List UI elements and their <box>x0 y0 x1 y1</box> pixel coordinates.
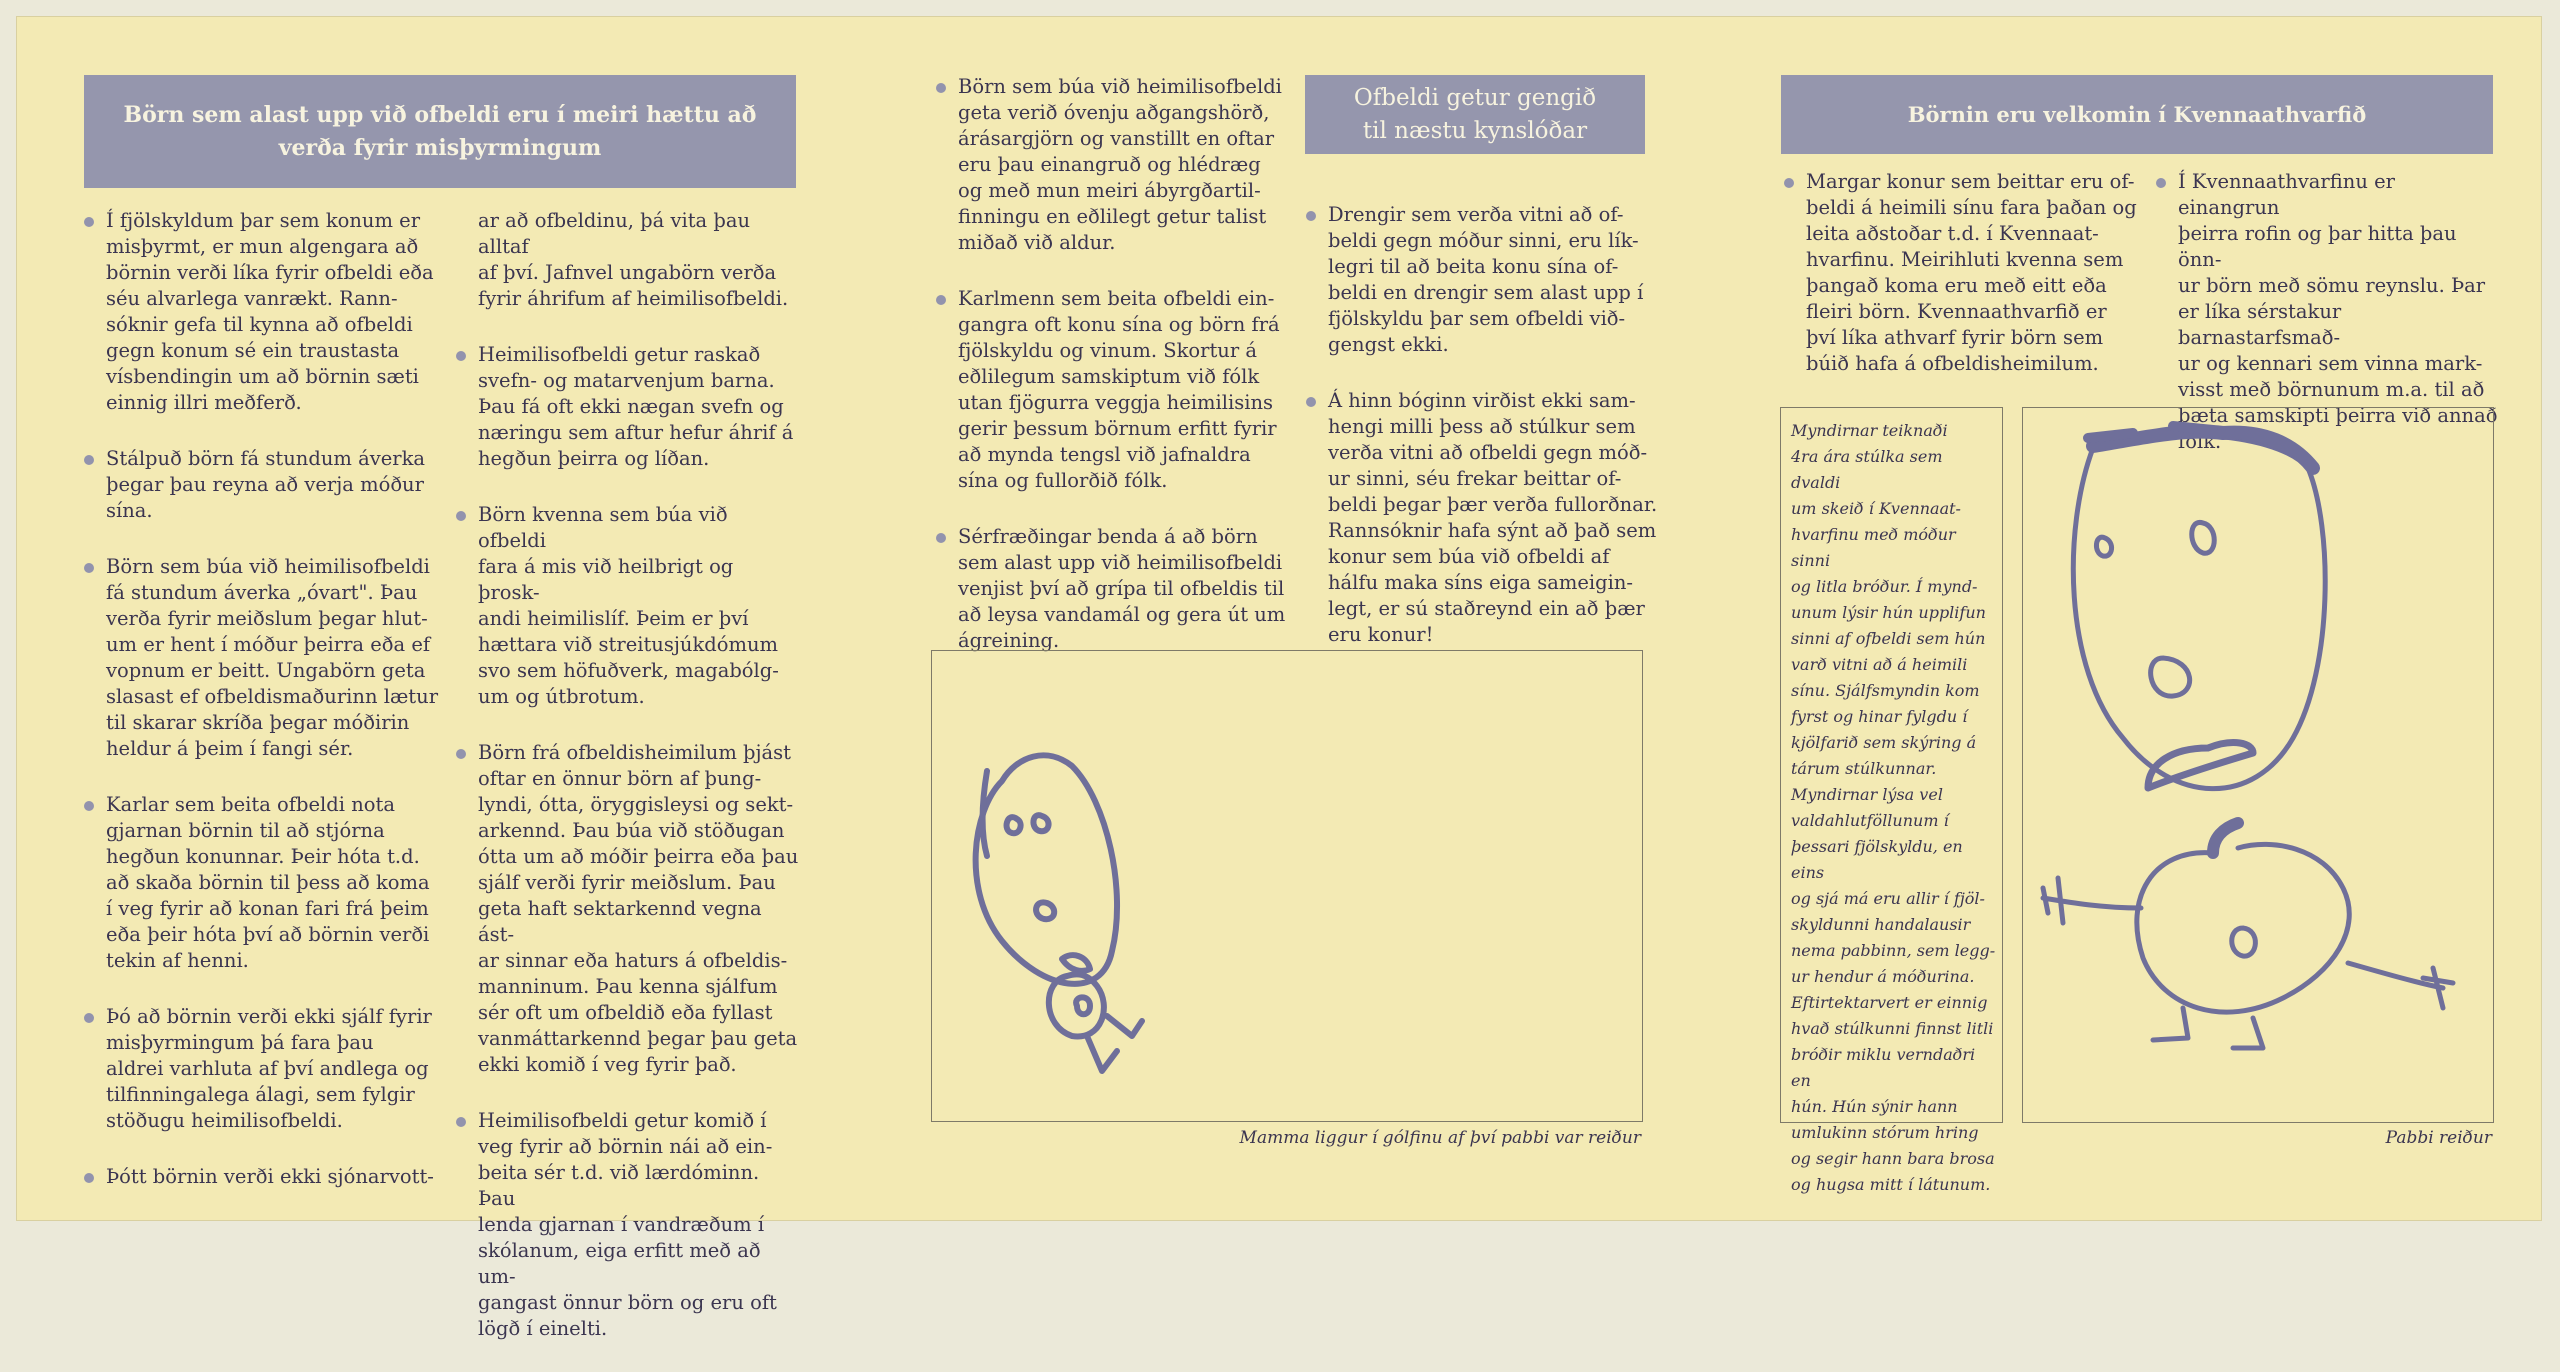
brochure-paper <box>16 16 2542 1340</box>
drawing-mother-frame <box>931 650 1643 1122</box>
panel3-column1 <box>1784 169 2144 407</box>
list-item: Karlmenn sem beita ofbeldi ein- gangra oft konu sína og börn frá fjölskyldu og vinum. Skortur á eðlilegum samskiptum við fólk utan fjögurra veggja heimilisins gerir þessum börnum erfitt fyrir að mynda tengsl við jafnaldra sína og fullorðið fólk. <box>936 286 1296 494</box>
panel2-column2 <box>1306 202 1676 678</box>
panel1-header: Börn sem alast upp við ofbeldi eru í meiri hættu að verða fyrir misþyrmingum <box>84 75 796 188</box>
list-item: Drengir sem verða vitni að of- beldi gegn móður sinni, eru lík- legri til að beita konu sína of- beldi en drengir sem alast upp í fjölskyldu þar sem ofbeldi við- gengst ekki. <box>1306 202 1676 358</box>
list-item: Í fjölskyldum þar sem konum er misþyrmt, er mun algengara að börnin verði líka fyrir ofbeldi eða séu alvarlega vanrækt. Rann- sóknir gefa til kynna að ofbeldi gegn konum sé ein traustasta vísbendingin um að börnin sæti einnig illri meðferð. <box>84 208 454 416</box>
panel1-column2 <box>456 208 801 1372</box>
list-item: Þó að börnin verði ekki sjálf fyrir misþyrmingum þá fara þau aldrei varhluta af því andlega og tilfinningalega álagi, sem fylgir stöðugu heimilisofbeldi. <box>84 1004 454 1134</box>
child-drawing-mother <box>932 651 1642 1121</box>
list-item: Heimilisofbeldi getur komið í veg fyrir að börnin nái að ein- beita sér t.d. við lærdóminn. Þau lenda gjarnan í vandræðum í skólanum, eiga erfitt með að um- gangast önnur börn og eru oft lögð í einelti. <box>456 1108 801 1342</box>
panel2-column1 <box>936 74 1296 684</box>
list-item: Þótt börnin verði ekki sjónarvott- <box>84 1164 454 1190</box>
drawing-sidenote: Myndirnar teiknaði 4ra ára stúlka sem dvaldi um skeið í Kvennaat- hvarfinu með móður sinni og litla bróður. Í mynd- unum lýsir hún upplifun sinni af ofbeldi sem hún varð vitni að á heimili sínu. Sjálfsmyndin kom fyrst og hinar fylgdu í kjölfarið sem skýring á tárum stúlkunnar. Myndirnar lýsa vel valdahlutföllunum í þessari fjölskyldu, en eins og sjá má eru allir í fjöl- skyldunni handalausir nema pabbinn, sem legg- ur hendur á móðurina. Eftirtektarvert er einnig hvað stúlkunni finnst litli bróðir miklu verndaðri en hún. Hún sýnir hann umlukinn stórum hring og segir hann bara brosa og hugsa mitt í látunum. <box>1791 421 1996 1194</box>
list-item: Karlar sem beita ofbeldi nota gjarnan börnin til að stjórna hegðun konunnar. Þeir hóta t.d. að skaða börnin til þess að koma í veg fyrir að konan fari frá þeim eða þeir hóta því að börnin verði tekin af henni. <box>84 792 454 974</box>
list-item: Á hinn bóginn virðist ekki sam- hengi milli þess að stúlkur sem verða vitni að ofbeldi gegn móð- ur sinni, séu frekar beittar of- beldi þegar þær verða fullorðnar. Rannsóknir hafa sýnt að það sem konur sem búa við ofbeldi af hálfu maka síns eiga sameigin- legt, er sú staðreynd ein að þær eru konur! <box>1306 388 1676 648</box>
list-item: Sérfræðingar benda á að börn sem alast upp við heimilisofbeldi venjist því að grípa til ofbeldis til að leysa vandamál og gera út um ágreining. <box>936 524 1296 654</box>
list-item: Börn frá ofbeldisheimilum þjást oftar en önnur börn af þung- lyndi, ótta, öryggisleysi og sekt- arkennd. Þau búa við stöðugan ótta um að móðir þeirra eða þau sjálf verði fyrir meiðslum. Þau geta haft sektarkennd vegna ást- ar sinnar eða haturs á ofbeldis- manninum. Þau kenna sjálfum sér oft um ofbeldið eða fyllast vanmáttarkennd þegar þau geta ekki komið í veg fyrir það. <box>456 740 801 1078</box>
list-item: Heimilisofbeldi getur raskað svefn- og matarvenjum barna. Þau fá oft ekki nægan svefn og næringu sem aftur hefur áhrif á hegðun þeirra og líðan. <box>456 342 801 472</box>
panel2-header: Ofbeldi getur gengið til næstu kynslóðar <box>1305 75 1645 154</box>
list-item: Stálpuð börn fá stundum áverka þegar þau reyna að verja móður sína. <box>84 446 454 524</box>
continued-text: ar að ofbeldinu, þá vita þau alltaf af því. Jafnvel ungabörn verða fyrir áhrifum af heimilisofbeldi. <box>478 209 789 310</box>
list-item: Börn sem búa við heimilisofbeldi geta verið óvenju aðgangshörð, árásargjörn og vanstillt en oftar eru þau einangruð og hlédræg og með mun meiri ábyrgðartil- finningu en eðlilegt getur talist miðað við aldur. <box>936 74 1296 256</box>
child-drawing-father <box>2023 408 2493 1122</box>
list-item: Börn kvenna sem búa við ofbeldi fara á mis við heilbrigt og þrosk- andi heimilislíf. Þeim er því hættara við streitusjúkdómum svo sem höfuðverk, magabólg- um og útbrotum. <box>456 502 801 710</box>
list-item: Margar konur sem beittar eru of- beldi á heimili sínu fara þaðan og leita aðstoðar t.d. í Kvennaat- hvarfinu. Meirihluti kvenna sem þangað koma eru með eitt eða fleiri börn. Kvennaathvarfið er því líka athvarf fyrir börn sem búið hafa á ofbeldisheimilum. <box>1784 169 2144 377</box>
panel3-header: Börnin eru velkomin í Kvennaathvarfið <box>1781 75 2493 154</box>
drawing-father-frame <box>2022 407 2494 1123</box>
list-item: Í Kvennaathvarfinu er einangrun þeirra rofin og þar hitta þau önn- ur börn með sömu reynslu. Þar er líka sérstakur barnastarfsmað- ur og kennari sem vinna mark- visst með börnunum m.a. til að bæta samskipti þeirra við annað fólk. <box>2156 169 2501 455</box>
drawing-father-caption: Pabbi reiður <box>2385 1128 2492 1148</box>
list-item: Börn sem búa við heimilisofbeldi fá stundum áverka „óvart". Þau verða fyrir meiðslum þegar hlut- um er hent í móður þeirra eða ef vopnum er beitt. Ungabörn geta slasast ef ofbeldismaðurinn lætur til skarar skríða þegar móðirin heldur á þeim í fangi sér. <box>84 554 454 762</box>
drawing-mother-caption: Mamma liggur í gólfinu af því pabbi var reiður <box>1239 1128 1641 1148</box>
panel1-column1 <box>84 208 454 1220</box>
